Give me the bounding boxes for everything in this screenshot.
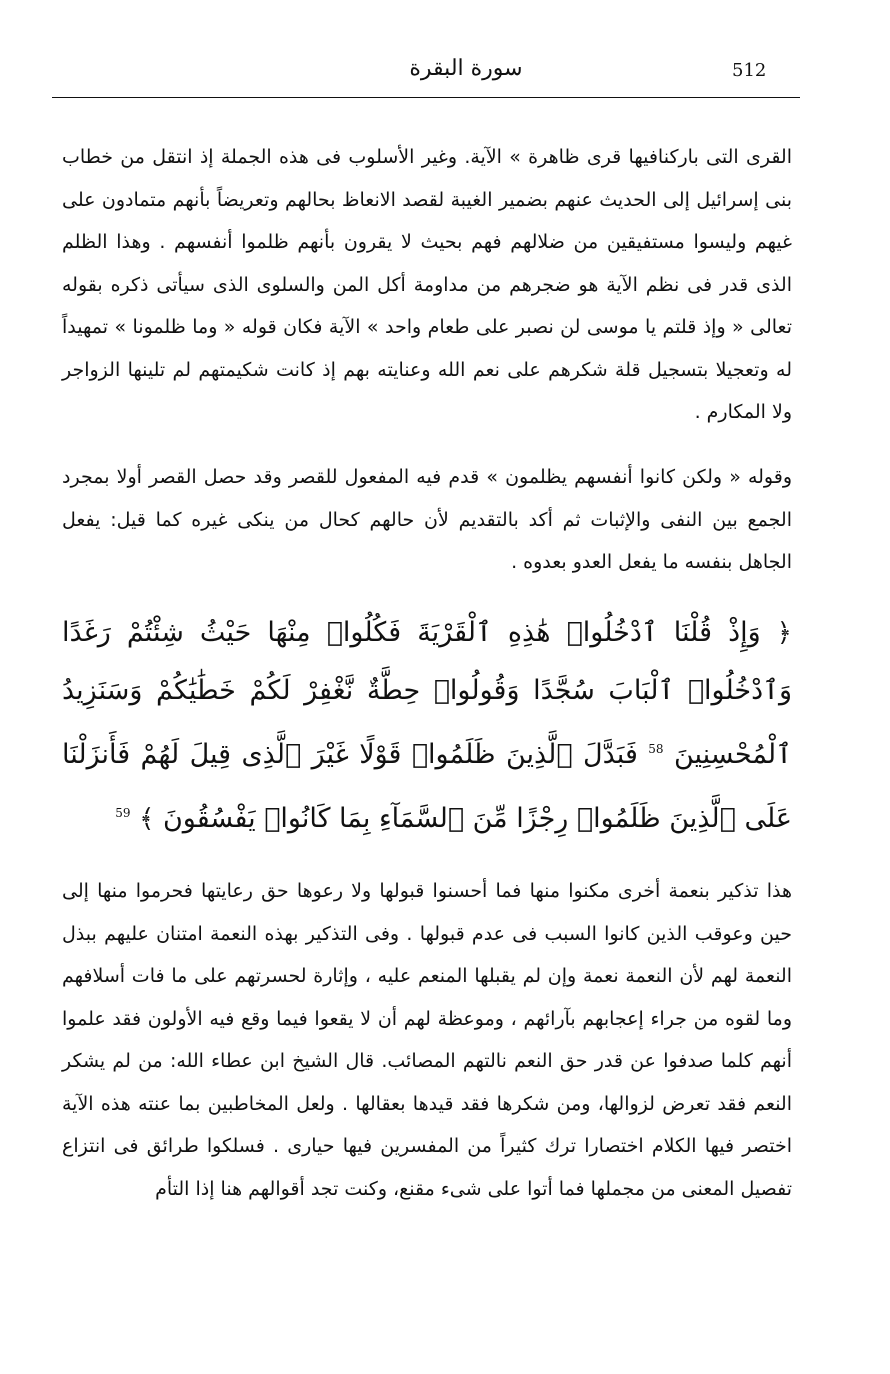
ayah-number-59: 59 [115,806,131,820]
commentary-paragraph-2: وقوله « ولكن كانوا أنفسهم يظلمون » قدم فيه المفعول للقصر وقد حصل القصر أولا بمجرد الجمع بين النفى والإثبات ثم أكد بالتقديم لأن حالهم كحال من ينكى غيره كما قيل: يفعل الجاهل بنفسه ما يفعل العدو بعدوه . [62,466,792,573]
commentary-paragraph-3: هذا تذكير بنعمة أخرى مكنوا منها فما أحسنوا قبولها ولا رعوها حق رعايتها فحرموا منها إلى حين وعوقب الذين كانوا السبب فى عدم قبولها . وفى التذكير بهذه النعمة امتنان عليهم ببذل النعمة لهم لأن النعمة نعمة وإن لم يقبلها المنعم عليه ، وإثارة لحسرتهم على ما فات أسلافهم وما لقوه من جراء إعجابهم بآرائهم ، وموعظة لهم أن لا يقعوا فيما وقع فيه الأولون فقد علموا أنهم كلما صدفوا عن قدر حق النعم نالتهم المصائب. قال الشيخ ابن عطاء الله: من لم يشكر النعم فقد تعرض لزوالها، ومن شكرها فقد قيدها بعقالها . ولعل المخاطبين بما عنته هذه الآية اختصر فيها الكلام اختصارا ترك كثيراً من المفسرين فيها حيارى . فسلكوا طرائق فى انتزاع تفصيل المعنى من مجملها فما أتوا على شىء مقنع، وكنت تجد أقوالهم هنا إذا التأم [62,880,792,1200]
header-divider [52,97,800,98]
surah-title: سورة البقرة [409,56,523,81]
verse-open-bracket: ﴿ [776,618,792,648]
verse-58-text: وَإِذْ قُلْنَا ٱدْخُلُوا۟ هَٰذِهِ ٱلْقَرْيَةَ فَكُلُوا۟ مِنْهَا حَيْثُ شِئْتُمْ رَغَدًا وَٱدْخُلُوا۟ ٱلْبَابَ سُجَّدًا وَقُولُوا۟ حِطَّةٌ نَّغْفِرْ لَكُمْ خَطَٰيَٰكُمْ وَسَنَزِيدُ ٱلْمُحْسِنِينَ [62,617,792,770]
page-number: 512 [732,60,767,81]
verse-close-bracket: ﴾ [139,804,155,834]
ayah-number-58: 58 [648,742,664,756]
page-header [66,52,794,96]
verse-59-text: فَبَدَّلَ ٱلَّذِينَ ظَلَمُوا۟ قَوْلًا غَيْرَ ٱلَّذِى قِيلَ لَهُمْ فَأَنزَلْنَا عَلَى ٱلَّذِينَ ظَلَمُوا۟ رِجْزًا مِّنَ ٱلسَّمَآءِ بِمَا كَانُوا۟ يَفْسُقُونَ [62,739,792,834]
commentary-paragraph-1: القرى التى باركنافيها قرى ظاهرة » الآية. وغير الأسلوب فى هذه الجملة إذ انتقل من خطاب بنى إسرائيل إلى الحديث عنهم بضمير الغيبة لقصد الانعاظ بحالهم وتعريضاً بأنهم متمادون على غيهم وليسوا مستفيقين من ضلالهم فهم بحيث لا يقرون بأنهم ظلموا أنفسهم . وهذا الظلم الذى قدر فى نظم الآية هو ضجرهم من مداومة أكل المن والسلوى الذى سيأتى ذكره بقوله تعالى « وإذ قلتم يا موسى لن نصبر على طعام واحد » الآية فكان قوله « وما ظلمونا » تمهيداً له وتعجيلا بتسجيل قلة شكرهم على نعم الله وعنايته بهم إذ كانت شكيمتهم لم تلينها الزواجر ولا المكارم . [62,146,792,423]
quran-verse-block [62,604,792,848]
